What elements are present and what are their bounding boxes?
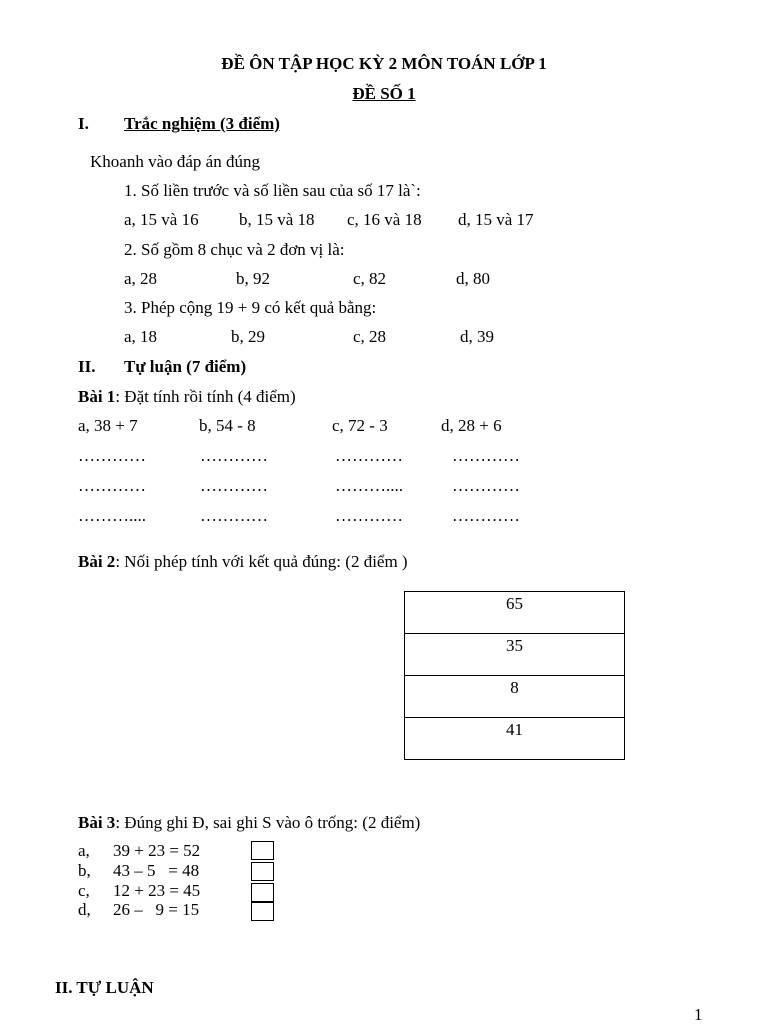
q1-option-b: b, 15 và 18 xyxy=(239,210,315,229)
bai3-expr-a: 39 + 23 = 52 xyxy=(113,841,201,860)
q3-option-b: b, 29 xyxy=(231,327,265,346)
bai1-text: : Đặt tính rồi tính (4 điểm) xyxy=(115,387,296,406)
bai2-heading xyxy=(78,553,408,570)
bai2-text: : Nối phép tính với kết quả đúng: (2 điểm ) xyxy=(115,552,408,571)
dot-line: ………… xyxy=(200,446,268,465)
q3-option-a: a, 18 xyxy=(124,327,158,346)
results-table xyxy=(404,591,625,760)
part2-heading: Tự luận (7 điểm) xyxy=(124,357,247,376)
bai3-letter-a: a, xyxy=(78,841,90,860)
q2-option-b: b, 92 xyxy=(236,269,270,288)
q2-option-d: d, 80 xyxy=(456,269,490,288)
section-heading: II. TỰ LUẬN xyxy=(55,978,154,997)
dot-line: ………… xyxy=(78,476,146,495)
page-number: 1 xyxy=(694,1005,703,1024)
dot-line: ………… xyxy=(200,506,268,525)
bai1-problem-d: d, 28 + 6 xyxy=(441,416,502,435)
answer-box-c[interactable] xyxy=(251,883,274,902)
dot-line: ……….... xyxy=(78,506,146,525)
q1-option-a: a, 15 và 16 xyxy=(124,210,199,229)
dot-line: ………… xyxy=(78,446,146,465)
q1-option-d: d, 15 và 17 xyxy=(458,210,534,229)
bai1-problem-b: b, 54 - 8 xyxy=(199,416,256,435)
bai3-letter-d: d, xyxy=(78,900,91,919)
dot-line: ……….... xyxy=(335,476,403,495)
q1-option-c: c, 16 và 18 xyxy=(347,210,422,229)
dot-line: ………… xyxy=(452,476,520,495)
result-cell[interactable]: 8 xyxy=(405,676,625,718)
part1-heading: Trắc nghiệm (3 điểm) xyxy=(124,114,280,133)
page-title: ĐỀ ÔN TẬP HỌC KỲ 2 MÔN TOÁN LỚP 1 xyxy=(221,54,547,73)
bai1-heading xyxy=(78,388,296,405)
bai3-heading xyxy=(78,814,420,831)
result-cell[interactable]: 35 xyxy=(405,634,625,676)
result-cell[interactable]: 41 xyxy=(405,718,625,760)
bai3-letter-c: c, xyxy=(78,881,90,900)
dot-line: ………… xyxy=(335,506,403,525)
exam-number: ĐỀ SỐ 1 xyxy=(352,84,416,103)
bai1-problem-a: a, 38 + 7 xyxy=(78,416,138,435)
bai3-text: : Đúng ghi Đ, sai ghi S vào ô trống: (2 điểm) xyxy=(115,813,421,832)
bai3-expr-d: 26 – 9 = 15 xyxy=(113,900,200,919)
bai3-expr-b: 43 – 5 = 48 xyxy=(113,861,200,880)
bai3-label: Bài 3 xyxy=(78,813,116,832)
result-cell[interactable]: 65 xyxy=(405,592,625,634)
answer-box-a[interactable] xyxy=(251,841,274,860)
dot-line: ………… xyxy=(452,446,520,465)
dot-line: ………… xyxy=(335,446,403,465)
part2-number: II. xyxy=(78,357,96,376)
part1-instruction: Khoanh vào đáp án đúng xyxy=(90,152,260,171)
part1-number: I. xyxy=(78,114,89,133)
question-1-text: 1. Số liền trước và số liền sau của số 17 là`: xyxy=(124,181,421,200)
dot-line: ………… xyxy=(200,476,268,495)
bai1-problem-c: c, 72 - 3 xyxy=(332,416,388,435)
dot-line: ………… xyxy=(452,506,520,525)
q2-option-c: c, 82 xyxy=(353,269,387,288)
q2-option-a: a, 28 xyxy=(124,269,158,288)
question-3-text: 3. Phép cộng 19 + 9 có kết quả bằng: xyxy=(124,298,377,317)
bai2-label: Bài 2 xyxy=(78,552,116,571)
bai3-expr-c: 12 + 23 = 45 xyxy=(113,881,201,900)
question-2-text: 2. Số gồm 8 chục và 2 đơn vị là: xyxy=(124,240,345,259)
q3-option-c: c, 28 xyxy=(353,327,387,346)
answer-box-d[interactable] xyxy=(251,902,274,921)
bai1-label: Bài 1 xyxy=(78,387,116,406)
q3-option-d: d, 39 xyxy=(460,327,494,346)
bai3-letter-b: b, xyxy=(78,861,91,880)
answer-box-b[interactable] xyxy=(251,862,274,881)
